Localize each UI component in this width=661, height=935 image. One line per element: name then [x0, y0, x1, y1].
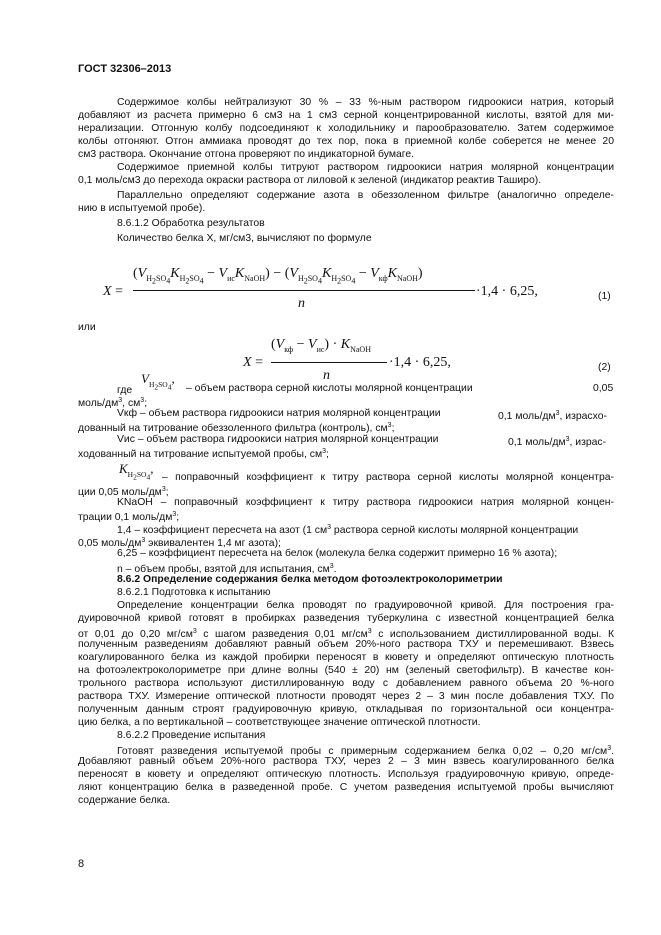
formula-2-number: 2 [601, 362, 608, 373]
text-line: 0,1 моль/$дм^3$, израс- [508, 436, 607, 448]
text-line: полученным разведениям добавляют равный объем 20%-ного раствора ТХУ и перемешивают. Взвесь [78, 639, 614, 650]
text-line: содержание белка. [78, 795, 171, 806]
text-line: дованный на титрование обеззоленного фильтра (контроль), $см^3$; [78, 422, 395, 434]
page-number: 8 [78, 858, 85, 870]
text-line: 0,05 [593, 383, 614, 394]
section-heading: 8.6.2 Определение содержания белка методом фотоэлектроколориметрии [117, 574, 503, 585]
text-line: 6,25 – коэффициент пересчета на белок (молекула белка содержит примерно 16 % азота); [117, 548, 558, 559]
text-line: раствора ТХУ. Измерение оптической плотности проводят через 2 – 3 мин после добавления ТХУ. По [78, 691, 614, 702]
text-line: Готовят разведения испытуемой пробы с примерным содержанием белка 0,02 – 0,20 $мг/см^3$. [117, 745, 614, 757]
text-line: KNaOH – поправочный коэффициент к титру раствора гидроокиси натрия молярной концен- [117, 497, 614, 508]
text-line: 0,1 моль/см3 до перехода окраски раствора от лиловой к зеленой (индикатор реактив Таширо). [78, 175, 542, 186]
document-header: ГОСТ 32306–2013 [78, 63, 172, 75]
text-line: Определение концентрации белка проводят по градуировочной кривой. Для построения гра- [117, 600, 614, 611]
text-line: дуировочной кривой готовят в пробирках разведения туберкулина с известной концентрацией белка [78, 613, 614, 624]
symbol-k-h2so4: $K_{H_2SO_4}$, [119, 461, 154, 482]
text-line: ходованный на титрование испытуемой пробы, $см^3$; [78, 448, 329, 460]
text-line: 0,1 моль/$дм^3$, израсхо- [498, 410, 607, 422]
section-heading: 8.6.2.2 Проведение испытания [117, 730, 266, 741]
section-heading: 8.6.2.1 Подготовка к испытанию [117, 587, 271, 598]
section-heading: 8.6.1.2 Обработка результатов [117, 218, 265, 229]
text-line: на фотоэлектроколориметре при длине волны (540 ± 20) нм (зеленый светофильтр). В качестве кон- [78, 665, 614, 676]
text-line: Параллельно определяют содержание азота в обеззоленном фильтре (аналогично определе- [117, 190, 614, 201]
text-line: трольного раствора используют дистиллированную воду с добавлением равного объема 20 %-ного [78, 678, 614, 689]
text-line: переносят в кювету и определяют оптическую плотность. Используя градуировочную кривую, опреде- [78, 769, 614, 780]
text-line: – объем раствора серной кислоты молярной концентрации [186, 383, 473, 394]
text-line: полученным данным строят градуировочную кривую, откладывая по горизонтальной оси концентра- [78, 704, 614, 715]
text-line: Содержимое колбы нейтрализуют 30 % – 33 %-ным раствором гидроокиси натрия, который [117, 97, 614, 108]
text-line: моль/$дм^3$, $см^3$; [78, 397, 148, 409]
formula-1-number: 1 [601, 291, 608, 302]
symbol-v-h2so4: $V_{H_2SO_4}$, [141, 371, 175, 392]
text-line: 1,4 – коэффициент пересчета на азот (1 $см^3$ раствора серной кислоты молярной концентрации [117, 524, 579, 536]
text-line: Количество белка X, мг/см3, вычисляют по формуле [117, 233, 372, 244]
text-line: колбы отгоняют. Отгон аммиака проводят до тех пор, пока в приемной колбе соберется не менее 20 [78, 136, 614, 147]
text-line: коагулированного белка из каждой пробирки переносят в кювету и определяют оптическую плотность [78, 652, 614, 663]
text-line: ляют концентрацию белка в разведенной пробе. С учетом разведения испытуемой пробы вычисляют [78, 782, 614, 793]
formula-1-tail: ·1,4 · 6,25 [476, 284, 535, 299]
text-line: – поправочный коэффициент к титру раствора серной кислоты молярной концентра- [162, 472, 614, 483]
text-line: Vкф – объем раствора гидроокиси натрия молярной концентрации [117, 408, 441, 419]
text-line: добавляют из расчета примерно 6 см3 на 1 см3 серной концентрированной кислоты, взятой для ми- [78, 110, 614, 121]
text-line: где [117, 385, 133, 396]
text-line: см3 раствора. Окончание отгона проверяют по индикаторной бумаге. [78, 149, 414, 160]
text-line: ции 0,05 моль/$дм^3$; [78, 486, 169, 498]
text-line: n – объем пробы, взятой для испытания, $см^3$. [117, 563, 337, 575]
text-line: нерализации. Отгонную колбу подсоединяют к холодильнику и парообразователю. Затем содержимое [78, 123, 614, 134]
text-line: 0,05 моль/$дм^3$ эквивалентен 1,4 мг азота); [78, 537, 281, 549]
formula-2-tail: ·1,4 · 6,25 [389, 355, 448, 370]
text-line: цию белка, а по вертикальной – соответствующее значение оптической плотности. [78, 717, 481, 728]
text-line: Vис – объем раствора гидроокиси натрия молярной концентрации [117, 434, 439, 445]
document-page: ГОСТ 32306–2013 Содержимое колбы нейтрализуют 30 % – 33 %-ным раствором гидроокиси натрия, который добавляют из расчета примерно 6 см3 на 1 см3 серной концентрированной кислоты, взятой для ми- нерализации. Отгонную колбу подсоединяют к холодильнику и парообразователю. Затем содержимое колбы отгоняют. Отгон аммиака проводят до тех пор, пока в приемной колбе соберется не менее 20 см3 раствора. Окончание отгона проверяют по индикаторной бумаге. Содержимое приемной колбы титруют раствором гидроокиси натрия молярной концентрации 0,1 моль/см3 до перехода окраски раствора от лиловой к зеленой (индикатор реактив Таширо). Параллельно определяют содержание азота в обеззоленном фильтре (аналогично определе- нию в испытуемой пробе). 8.6.1.2 Обработка результатов Количество белка X, мг/см3, вычисляют по формуле X = $(V_{H_2SO_4}K_{H_2SO_4} - V_{ис}K_{NaOH}) - (V_{H_2SO_4}K_{H_2SO_4} - V_{кф}K_{NaOH})$ n ·1,4 · 6,25, (1) или X = $(V_{кф} - V_{ис}) \cdot K_{NaOH}$ n ·1,4 · 6,25, (2) где $V_{H_2SO_4}$, – объем раствора серной кислоты молярной концентрации 0,05 моль/$дм^3$, $см^3$; Vкф – объем раствора гидроокиси натрия молярной концентрации 0,1 моль/$дм^3$, израсхо- дованный на титрование обеззоленного фильтра (контроль), $см^3$; Vис – объем раствора гидроокиси натрия молярной концентрации 0,1 моль/$дм^3$, израс- ходованный на титрование испытуемой пробы, $см^3$; $K_{H_2SO_4}$, – поправочный коэффициент к титру раствора серной кислоты молярной концентра- ции 0,05 моль/$дм^3$; KNaOH – поправочный коэффициент к титру раствора гидроокиси натрия молярной концен- трации 0,1 моль/$дм^3$; 1,4 – коэффициент пересчета на азот (1 $см^3$ раствора серной кислоты молярной концентрации 0,05 моль/$дм^3$ эквивалентен 1,4 мг азота); 6,25 – коэффициент пересчета на белок (молекула белка содержит примерно 16 % азота); n – объем пробы, взятой для испытания, $см^3$. 8.6.2 Определение содержания белка методом фотоэлектроколориметрии 8.6.2.1 Подготовка к испытанию Определение концентрации белка проводят по градуировочной кривой. Для построения гра- дуировочной кривой готовят в пробирках разведения туберкулина с известной концентрацией белка от 0,01 до 0,20 $мг/см^3$ с шагом разведения 0,01 $мг/см^3$ с использованием дистиллированной воды. К полученным разведениям добавляют равный объем 20%-ного раствора ТХУ и перемешивают. Взвесь коагулированного белка из каждой пробирки переносят в кювету и определяют оптическую плотность на фотоэлектроколориметре при длине волны (540 ± 20) нм (зеленый светофильтр). В качестве кон- трольного раствора используют дистиллированную воду с добавлением равного объема 20 %-ного раствора ТХУ. Измерение оптической плотности проводят через 2 – 3 мин после добавления ТХУ. По полученным данным строят градуировочную кривую, откладывая по горизонтальной оси концентра- цию белка, а по вертикальной – соответствующее значение оптической плотности. 8.6.2.2 Проведение испытания Готовят разведения испытуемой пробы с примерным содержанием белка 0,02 – 0,20 $мг/см^3$. Добавляют равный объем 20%-ного раствора ТХУ, через 2 – 3 мин взвесь коагулированного белка переносят в кювету и определяют оптическую плотность. Используя градуировочную кривую, опреде- ляют концентрацию белка в разведенной пробе. С учетом разведения испытуемой пробы вычисляют содержание белка. 8 [78, 63, 615, 870]
text-line: Добавляют равный объем 20%-ного раствора ТХУ, через 2 – 3 мин взвесь коагулированного белка [78, 756, 614, 767]
text-line: нию в испытуемой пробе). [78, 203, 206, 214]
text-line: Содержимое приемной колбы титруют раствором гидроокиси натрия молярной концентрации [117, 162, 614, 173]
text-line: от 0,01 до 0,20 $мг/см^3$ с шагом разведения 0,01 $мг/см^3$ с использованием дистиллированной воды. К [78, 628, 615, 640]
text-line: трации 0,1 моль/$дм^3$; [78, 511, 180, 523]
text-line: или [78, 322, 96, 333]
